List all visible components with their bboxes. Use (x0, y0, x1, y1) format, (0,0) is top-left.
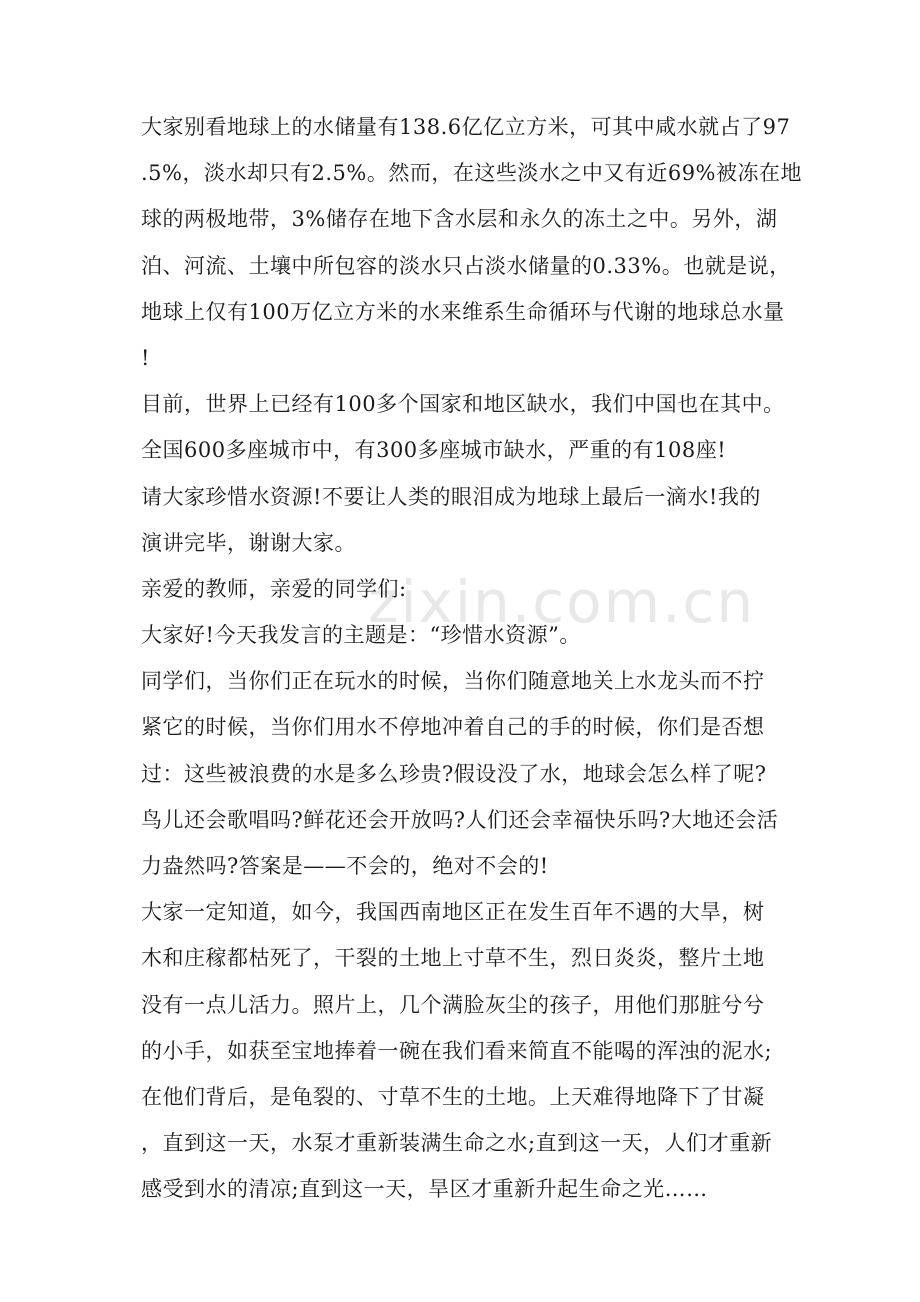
text-line: 大家一定知道，如今，我国西南地区正在发生百年不遇的大旱，树 (141, 900, 765, 925)
text-line: 力盎然吗?答案是——不会的，绝对不会的! (141, 854, 549, 878)
text-line: 泊、河流、土壤中所包容的淡水只占淡水储量的0.33%。也就是说， (141, 253, 791, 278)
text-line: 过：这些被浪费的水是多么珍贵?假设没了水，地球会怎么样了呢? (141, 761, 767, 786)
text-line: 鸟儿还会歌唱吗?鲜花还会开放吗?人们还会幸福快乐吗?大地还会活 (141, 807, 779, 832)
text-line: 大家别看地球上的水储量有138.6亿亿立方米，可其中咸水就占了97 (141, 115, 791, 139)
text-line: 全国600多座城市中，有300多座城市缺水，严重的有108座! (141, 438, 727, 463)
text-line: 木和庄稼都枯死了，干裂的土地上寸草不生，烈日炎炎，整片土地 (141, 946, 765, 971)
text-line: 感受到水的清凉;直到这一天，旱区才重新升起生命之光…… (141, 1177, 708, 1202)
text-line: 的小手，如获至宝地捧着一碗在我们看来简直不能喝的浑浊的泥水; (141, 1038, 773, 1063)
text-line: ，直到这一天，水泵才重新装满生命之水;直到这一天，人们才重新 (141, 1131, 773, 1156)
text-line: 在他们背后，是龟裂的、寸草不生的土地。上天难得地降下了甘凝 (141, 1084, 765, 1109)
text-line: 大家好!今天我发言的主题是：“珍惜水资源”。 (141, 623, 581, 648)
text-line: 演讲完毕，谢谢大家。 (141, 530, 356, 555)
text-line: 同学们，当你们正在玩水的时候，当你们随意地关上水龙头而不拧 (141, 669, 765, 694)
watermark: zixin.com.cn (368, 568, 756, 636)
text-line: 目前，世界上已经有100多个国家和地区缺水，我们中国也在其中。 (141, 392, 785, 417)
text-line: 球的两极地带，3%储存在地下含水层和永久的冻土之中。另外，湖 (141, 207, 778, 232)
text-line: .5%，淡水却只有2.5%。然而，在这些淡水之中又有近69%被冻在地 (141, 161, 803, 186)
text-line: ! (141, 345, 150, 370)
document-body (141, 104, 803, 1213)
text-line: 没有一点儿活力。照片上，几个满脸灰尘的孩子，用他们那脏兮兮 (141, 992, 765, 1017)
text-line: 地球上仅有100万亿立方米的水来维系生命循环与代谢的地球总水量 (141, 299, 785, 324)
text-line: 请大家珍惜水资源!不要让人类的眼泪成为地球上最后一滴水!我的 (141, 484, 761, 509)
text-line: 紧它的时候，当你们用水不停地冲着自己的手的时候，你们是否想 (141, 715, 765, 740)
text-line: 亲爱的教师，亲爱的同学们: (141, 576, 407, 601)
